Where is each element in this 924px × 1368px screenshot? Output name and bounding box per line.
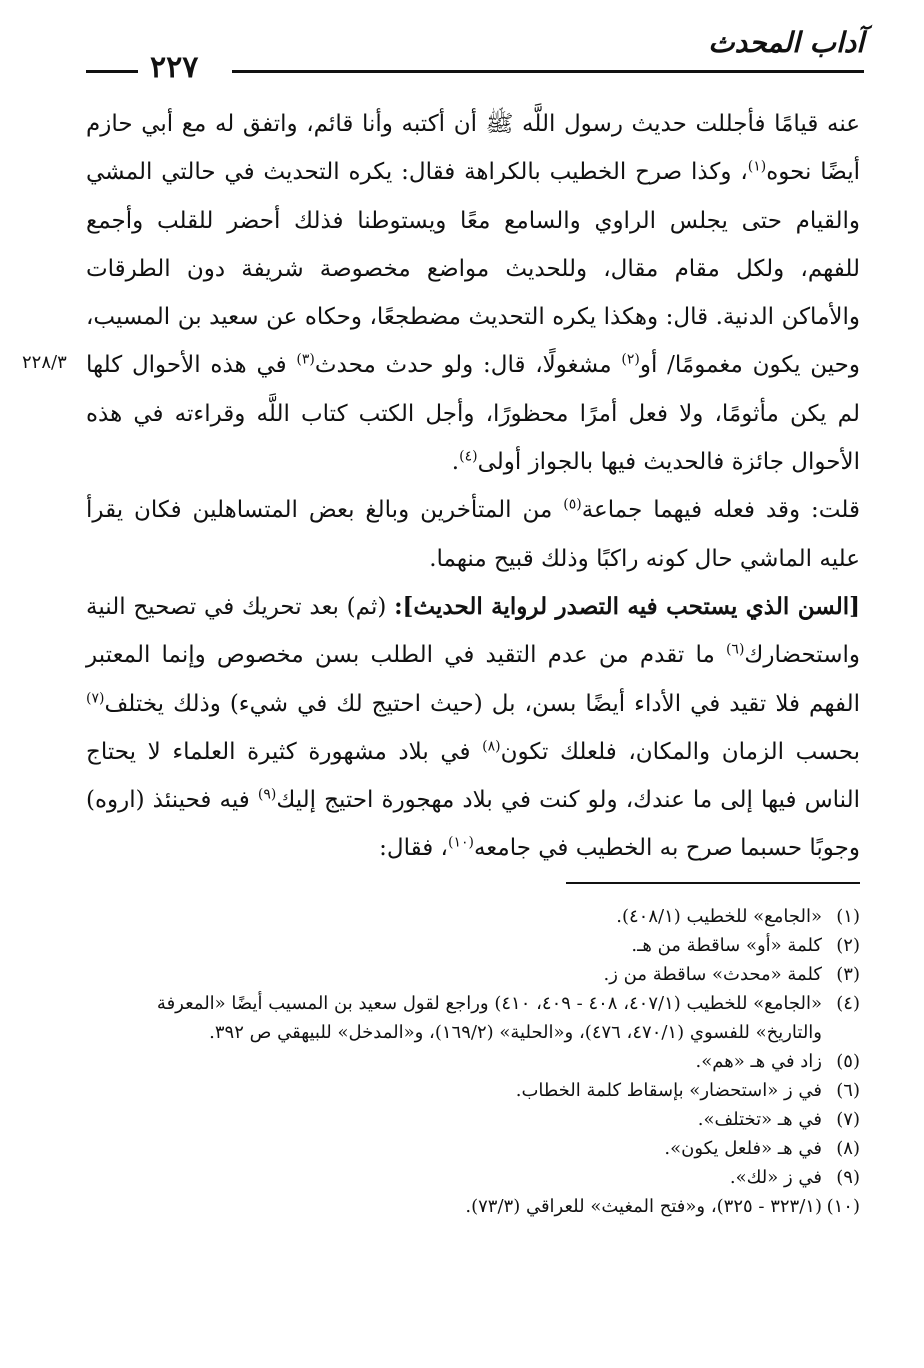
footnote-marker: (٣) (296, 351, 315, 368)
paragraph-1: عنه قيامًا فأجللت حديث رسول اللَّه ﷺ أن أكتبه وأنا قائم، واتفق له مع أبي حازم أيضًا نحوه$^{(١)}$، وكذا صرح الخطيب بالكراهة فقال: يكره التحديث في حالتي المشي والقيام حتى يجلس الراوي والسامع معًا ويستوطنا فذلك أحضر للقلب وأجمع للفهم، ولكل مقام مقال، وللحديث مواضع مخصوصة شريفة دون الطرقات والأماكن الدنية. قال: وهكذا يكره التحديث مضطجعًا، وحكاه عن سعيد بن المسيب، وحين يكون مغمومًا/ أو$^{(٢)}$ مشغولًا، قال: ولو حدث محدث$^{(٣)}$ في هذه الأحوال كلها لم يكن مأثومًا، ولا فعل أمرًا محظورًا، وأجل الكتب كتاب اللَّه وقراءته في هذه الأحوال جائزة فالحديث فيها بالجواز أولى$^{(٤)}$. (86, 111, 861, 476)
footnote: (١٠) (٣٢٣/١ - ٣٢٥)، و«فتح المغيث» للعراقي (٧٣/٣). (465, 1196, 860, 1217)
footnote-marker: (٧) (86, 689, 105, 706)
footnote-marker: (٩) (257, 786, 277, 803)
header-rule-right (232, 70, 864, 73)
footnote: (٩) في ز «لك». (729, 1167, 860, 1188)
footnote: (٢) كلمة «أو» ساقطة من هـ. (631, 935, 860, 956)
footnote-marker: (٨) (482, 738, 501, 755)
footnote: (٧) في هـ «تختلف». (697, 1109, 860, 1130)
footnote-marker: (٤) (459, 448, 478, 465)
footnote: (٦) في ز «استحضار» بإسقاط كلمة الخطاب. (515, 1080, 860, 1101)
footnotes (86, 902, 860, 1221)
footnote-marker: (١٠) (447, 834, 474, 851)
footnote: (٨) في هـ «فلعل يكون». (664, 1138, 860, 1159)
page-number: ٢٢٧ (150, 50, 199, 85)
footnote-marker: (١) (747, 158, 767, 175)
running-header-title: آداب المحدث (708, 26, 864, 59)
footnote: (١) «الجامع» للخطيب (٤٠٨/١). (616, 906, 860, 927)
footnote-marker: (٢) (621, 351, 640, 368)
footnote-marker: (٥) (563, 496, 582, 513)
paragraph-3: [السن الذي يستحب فيه التصدر لرواية الحديث]: (ثم) بعد تحريك في تصحيح النية واستحضارك$^{(٦)}$ ما تقدم من عدم التقيد في الطلب بسن مخصوص وإنما المعتبر الفهم فلا تقيد في الأداء أيضًا بسن، بل (حيث احتيج لك في شيء) وذلك يختلف$^{(٧)}$ بحسب الزمان والمكان، فلعلك تكون$^{(٨)}$ في بلاد مشهورة كثيرة العلماء لا يحتاج الناس فيها إلى ما عندك، ولو كنت في بلاد مهجورة احتيج إليك$^{(٩)}$ فيه فحينئذ (اروه) وجوبًا حسبما صرح به الخطيب في جامعه$^{(١٠)}$، فقال: (86, 592, 860, 862)
section-heading: [السن الذي يستحب فيه التصدر لرواية الحديث]: (394, 592, 860, 620)
margin-page-reference: ٢٢٨/٣ (22, 352, 67, 373)
footnote: (٥) زاد في هـ «هم». (695, 1051, 860, 1072)
footnote: (٤) «الجامع» للخطيب (٤٠٧/١، ٤٠٨ - ٤٠٩، ٤١٠) وراجع لقول سعيد بن المسيب أيضًا «المعرفة والتاريخ» للفسوي (٤٧٠/١، ٤٧٦)، و«الحلية» (١٦٩/٢)، و«المدخل» للبيهقي ص ٣٩٢. (156, 993, 860, 1043)
paragraph-2: قلت: وقد فعله فيهما جماعة$^{(٥)}$ من المتأخرين وبالغ بعض المتساهلين فكان يقرأ عليه الماشي حال كونه راكبًا وذلك قبيح منهما. (86, 496, 860, 572)
footnote-separator (566, 882, 860, 884)
footnote-marker: (٦) (725, 641, 745, 658)
header-rule-left (86, 70, 138, 73)
footnote: (٣) كلمة «محدث» ساقطة من ز. (603, 964, 860, 985)
main-text (86, 100, 860, 873)
